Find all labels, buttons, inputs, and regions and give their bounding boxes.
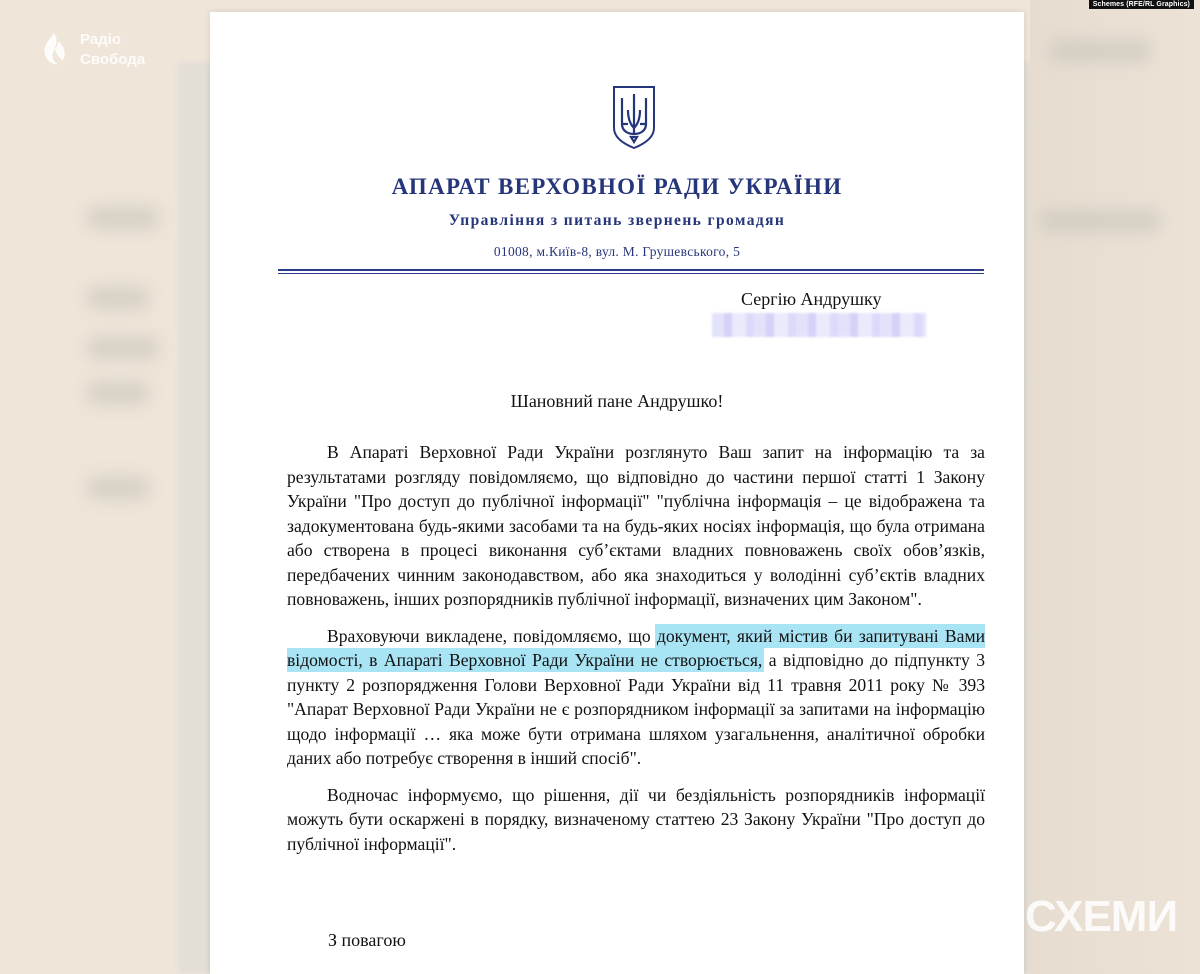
paragraph-3: Водночас інформуємо, що рішення, дії чи бездіяльність розпорядників інформації можуть бути оскаржені в порядку, визначеному статтею 23 Закону України "Про доступ до публічної інформації".: [287, 784, 985, 854]
paragraph-2-intro: Враховуючи викладене, повідомляємо, що: [327, 625, 657, 646]
radio-logo-line1: Радіо: [80, 31, 122, 48]
greeting: Шановний пане Андрушко!: [510, 391, 724, 411]
trident-emblem-icon: [611, 84, 657, 150]
blurred-text: [88, 207, 158, 229]
blurred-text: [88, 382, 148, 404]
flame-icon: [36, 31, 74, 69]
org-department: Управління з питань звернень громадян: [448, 212, 786, 229]
radio-logo-line2: Свобода: [80, 51, 146, 68]
recipient-name: Сергію Андрушку: [741, 289, 882, 309]
blurred-text: [1050, 40, 1150, 62]
paragraph-2-rest: а відповідно до підпункту 3 пункту 2 розпорядження Голови Верховної Ради України від 11 травня 2011 року № 393 "Апарат Верховної Ради України не є розпорядником інформації за запитами на інформацію щодо інформації … яка може бути отримана шляхом узагальнення, аналітичної обробки даних або потребує створення в інший спосіб".: [287, 650, 985, 768]
org-address: 01008, м.Київ-8, вул. М. Грушевського, 5: [493, 244, 741, 259]
radio-svoboda-logo: [36, 30, 145, 70]
header-rule: [278, 269, 984, 271]
letter-body: [287, 440, 985, 868]
org-title: АПАРАТ ВЕРХОВНОЇ РАДИ УКРАЇНИ: [391, 174, 843, 199]
highlighted-passage: документ, який містив би запитувані Вами відомості, в Апараті Верховної Ради України не створюється,: [287, 625, 985, 670]
closing: З повагою: [328, 930, 406, 950]
image-credit: Schemes (RFE/RL Graphics): [1089, 0, 1194, 9]
blurred-text: [88, 287, 148, 309]
paragraph-1: В Апараті Верховної Ради України розглянуто Ваш запит на інформацію та за результатами розгляду повідомляємо, що відповідно до частини першої статті 1 Закону України "Про доступ до публічної інформації" "публічна інформація – це відображена та задокументована будь-якими засобами та на будь-яких носіях інформація, що була отримана або створена в процесі виконання суб’єктами владних повноважень своїх обов’язків, передбачених чинним законодавством, або яка знаходиться у володінні суб’єктів владних повноважень, інших розпорядників публічної інформації, визначених цим Законом".: [287, 442, 985, 609]
blurred-text: [88, 337, 158, 359]
blurred-text: [1040, 210, 1160, 232]
blurred-text: [88, 477, 148, 499]
skhemy-watermark: СХЕМИ: [1025, 892, 1178, 941]
background-right: [1030, 0, 1200, 974]
header-rule-thin: [278, 273, 984, 274]
redacted-address: [712, 313, 926, 337]
paragraph-2: [287, 624, 985, 771]
letter-page: [210, 12, 1024, 974]
